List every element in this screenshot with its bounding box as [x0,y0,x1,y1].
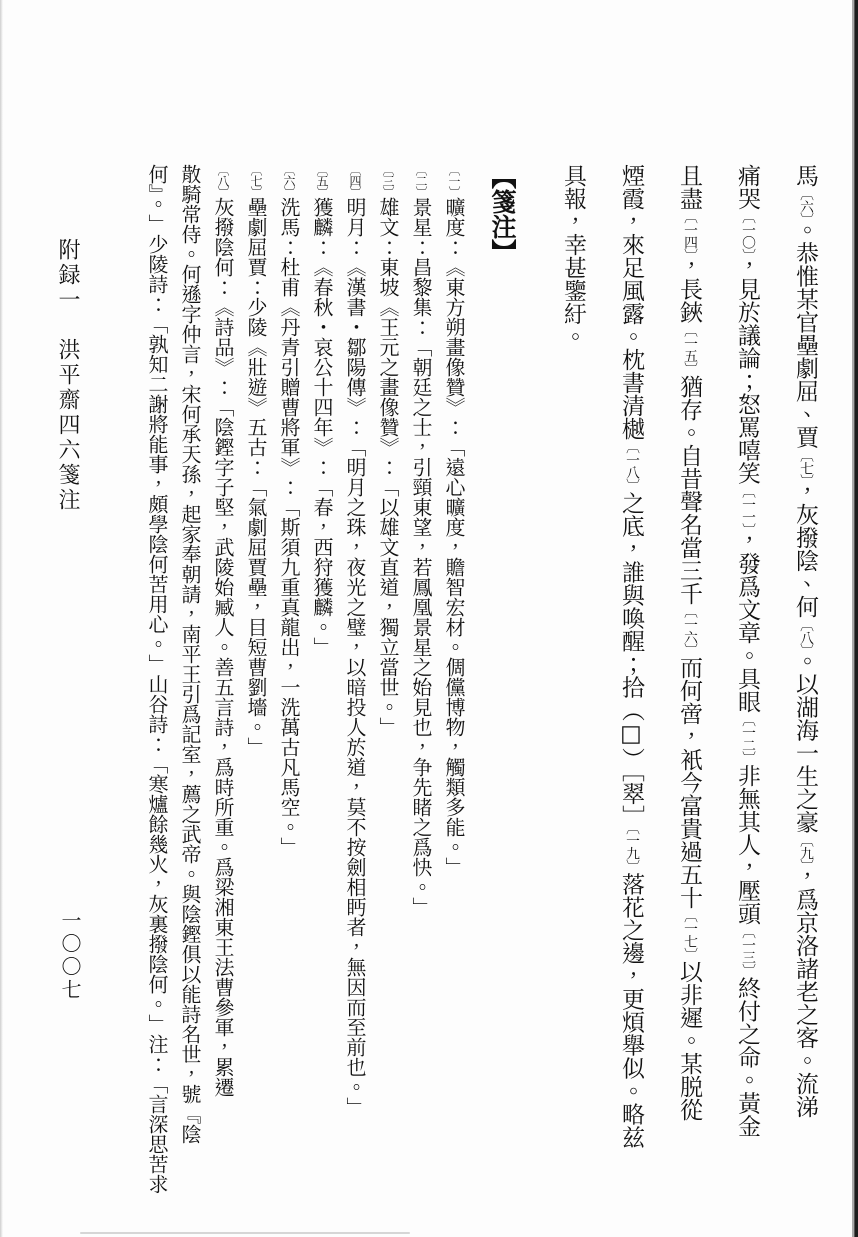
page-number: 一〇〇七 [58,910,82,1002]
column-gap [526,164,544,174]
note-column-5: 〔五〕獲麟：《春秋・哀公十四年》：「春，西狩獲麟。」 [310,164,334,657]
note-number-marker: 〔二〕 [414,164,428,197]
note-number-marker: 〔八〕 [216,164,230,197]
note-column-1: 〔一〕曠度：《東方朔畫像贊》：「遠心曠度，贍智宏材。倜儻博物，觸類多能。」 [442,164,466,877]
note-column-10: 何』。」少陵詩：「孰知二謝將能事，頗學陰何苦用心。」山谷詩：「寒爐餘幾火，灰裏撥陰何。」注：「言深思苦求 [145,164,169,1194]
note-number-marker: 〔九〕 [797,833,813,865]
note-number-marker: 〔三〕 [381,164,395,197]
note-column-6: 〔六〕洗馬：杜甫《丹青引贈曹將軍》：「斯須九重真龍出，一洗萬古凡馬空。」 [277,164,301,857]
note-column-8: 〔八〕灰撥陰何：《詩品》：「陰鏗字子堅，武陵始臧人。善五言詩，爲時所重。爲梁湘東王法曹參軍，累遷 [211,164,235,1097]
note-number-marker: 〔七〕 [797,448,813,480]
note-number-marker: 〔一一〕 [739,484,755,529]
note-number-marker: 〔一四〕 [681,210,697,255]
scan-edge-left [0,0,3,1237]
note-column-7: 〔七〕壘劇屈賈：少陵《壯遊》五古：「氣劇屈賈壘，目短曹劉墻。」 [244,164,268,757]
note-number-marker: 〔七〕 [249,164,263,197]
note-column-4: 〔四〕明月：《漢書・鄒陽傳》：「明月之珠，夜光之璧，以暗投人於道，莫不按劍相眄者，無因而至前也。」 [343,164,367,1117]
note-number-marker: 〔五〕 [315,164,329,197]
main-text-column-3: 且盡〔一四〕，長鋏〔一五〕猶存。自昔聲名當三千〔一六〕而何啻，衹今富貴過五十〔一七〕以非遲。某脱從 [676,164,702,1121]
note-number-marker: 〔六〕 [797,187,813,219]
annotations-section-header: 【箋注】 [488,164,517,264]
note-number-marker: 〔八〕 [797,618,813,650]
main-text-column-1: 馬〔六〕。恭惟某官壘劇屈、賈〔七〕，灰撥陰、何〔八〕。以湖海一生之豪〔九〕，爲京洛諸老之客。流涕 [792,164,818,1118]
note-number-marker: 〔一九〕 [623,827,639,873]
main-text-column-5: 具報，幸甚鑒紆。 [560,164,586,348]
page-text-flow [140,164,834,1224]
note-number-marker: 〔一六〕 [681,604,697,656]
note-number-marker: 〔一七〕 [681,908,697,960]
note-column-2: 〔二〕景星：昌黎集：「朝廷之士，引頸東望，若鳳凰景星之始見也，争先睹之爲快。」 [409,164,433,917]
note-number-marker: 〔一二〕 [739,712,755,764]
scan-edge-bottom [80,1232,410,1234]
note-column-3: 〔三〕雄文：東坡《王元之畫像贊》：「以雄文直道，獨立當世。」 [376,164,400,737]
note-number-marker: 〔六〕 [282,164,296,197]
main-text-column-4: 煙霞，來足風露。枕書清樾〔一八〕之底，誰與喚醒；拾（□）［翠］〔一九〕落花之邊，更煩舉似。略兹 [618,164,644,1149]
note-number-marker: 〔一〇〕 [739,210,755,255]
scan-edge-right [852,0,858,1237]
note-number-marker: 〔一八〕 [623,440,639,492]
note-number-marker: 〔四〕 [348,164,362,197]
note-number-marker: 〔一三〕 [739,924,755,977]
column-gap [470,164,478,174]
main-text-column-2: 痛哭〔一〇〕，見於議論；怒罵嘻笑〔一一〕，發爲文章。具眼〔一二〕非無其人，壓頭〔一三〕終付之命。黃金 [734,164,760,1138]
note-number-marker: 〔一〕 [447,164,461,197]
note-number-marker: 〔一五〕 [681,323,697,375]
note-column-9: 散騎常侍。何遜字仲言，宋何承天孫，起家奉朝請，南平王引爲記室，薦之武帝。與陰鏗俱以能詩名世，號『陰 [178,164,202,1144]
running-title: 附録一 洪平齋四六箋注 [55,238,80,513]
